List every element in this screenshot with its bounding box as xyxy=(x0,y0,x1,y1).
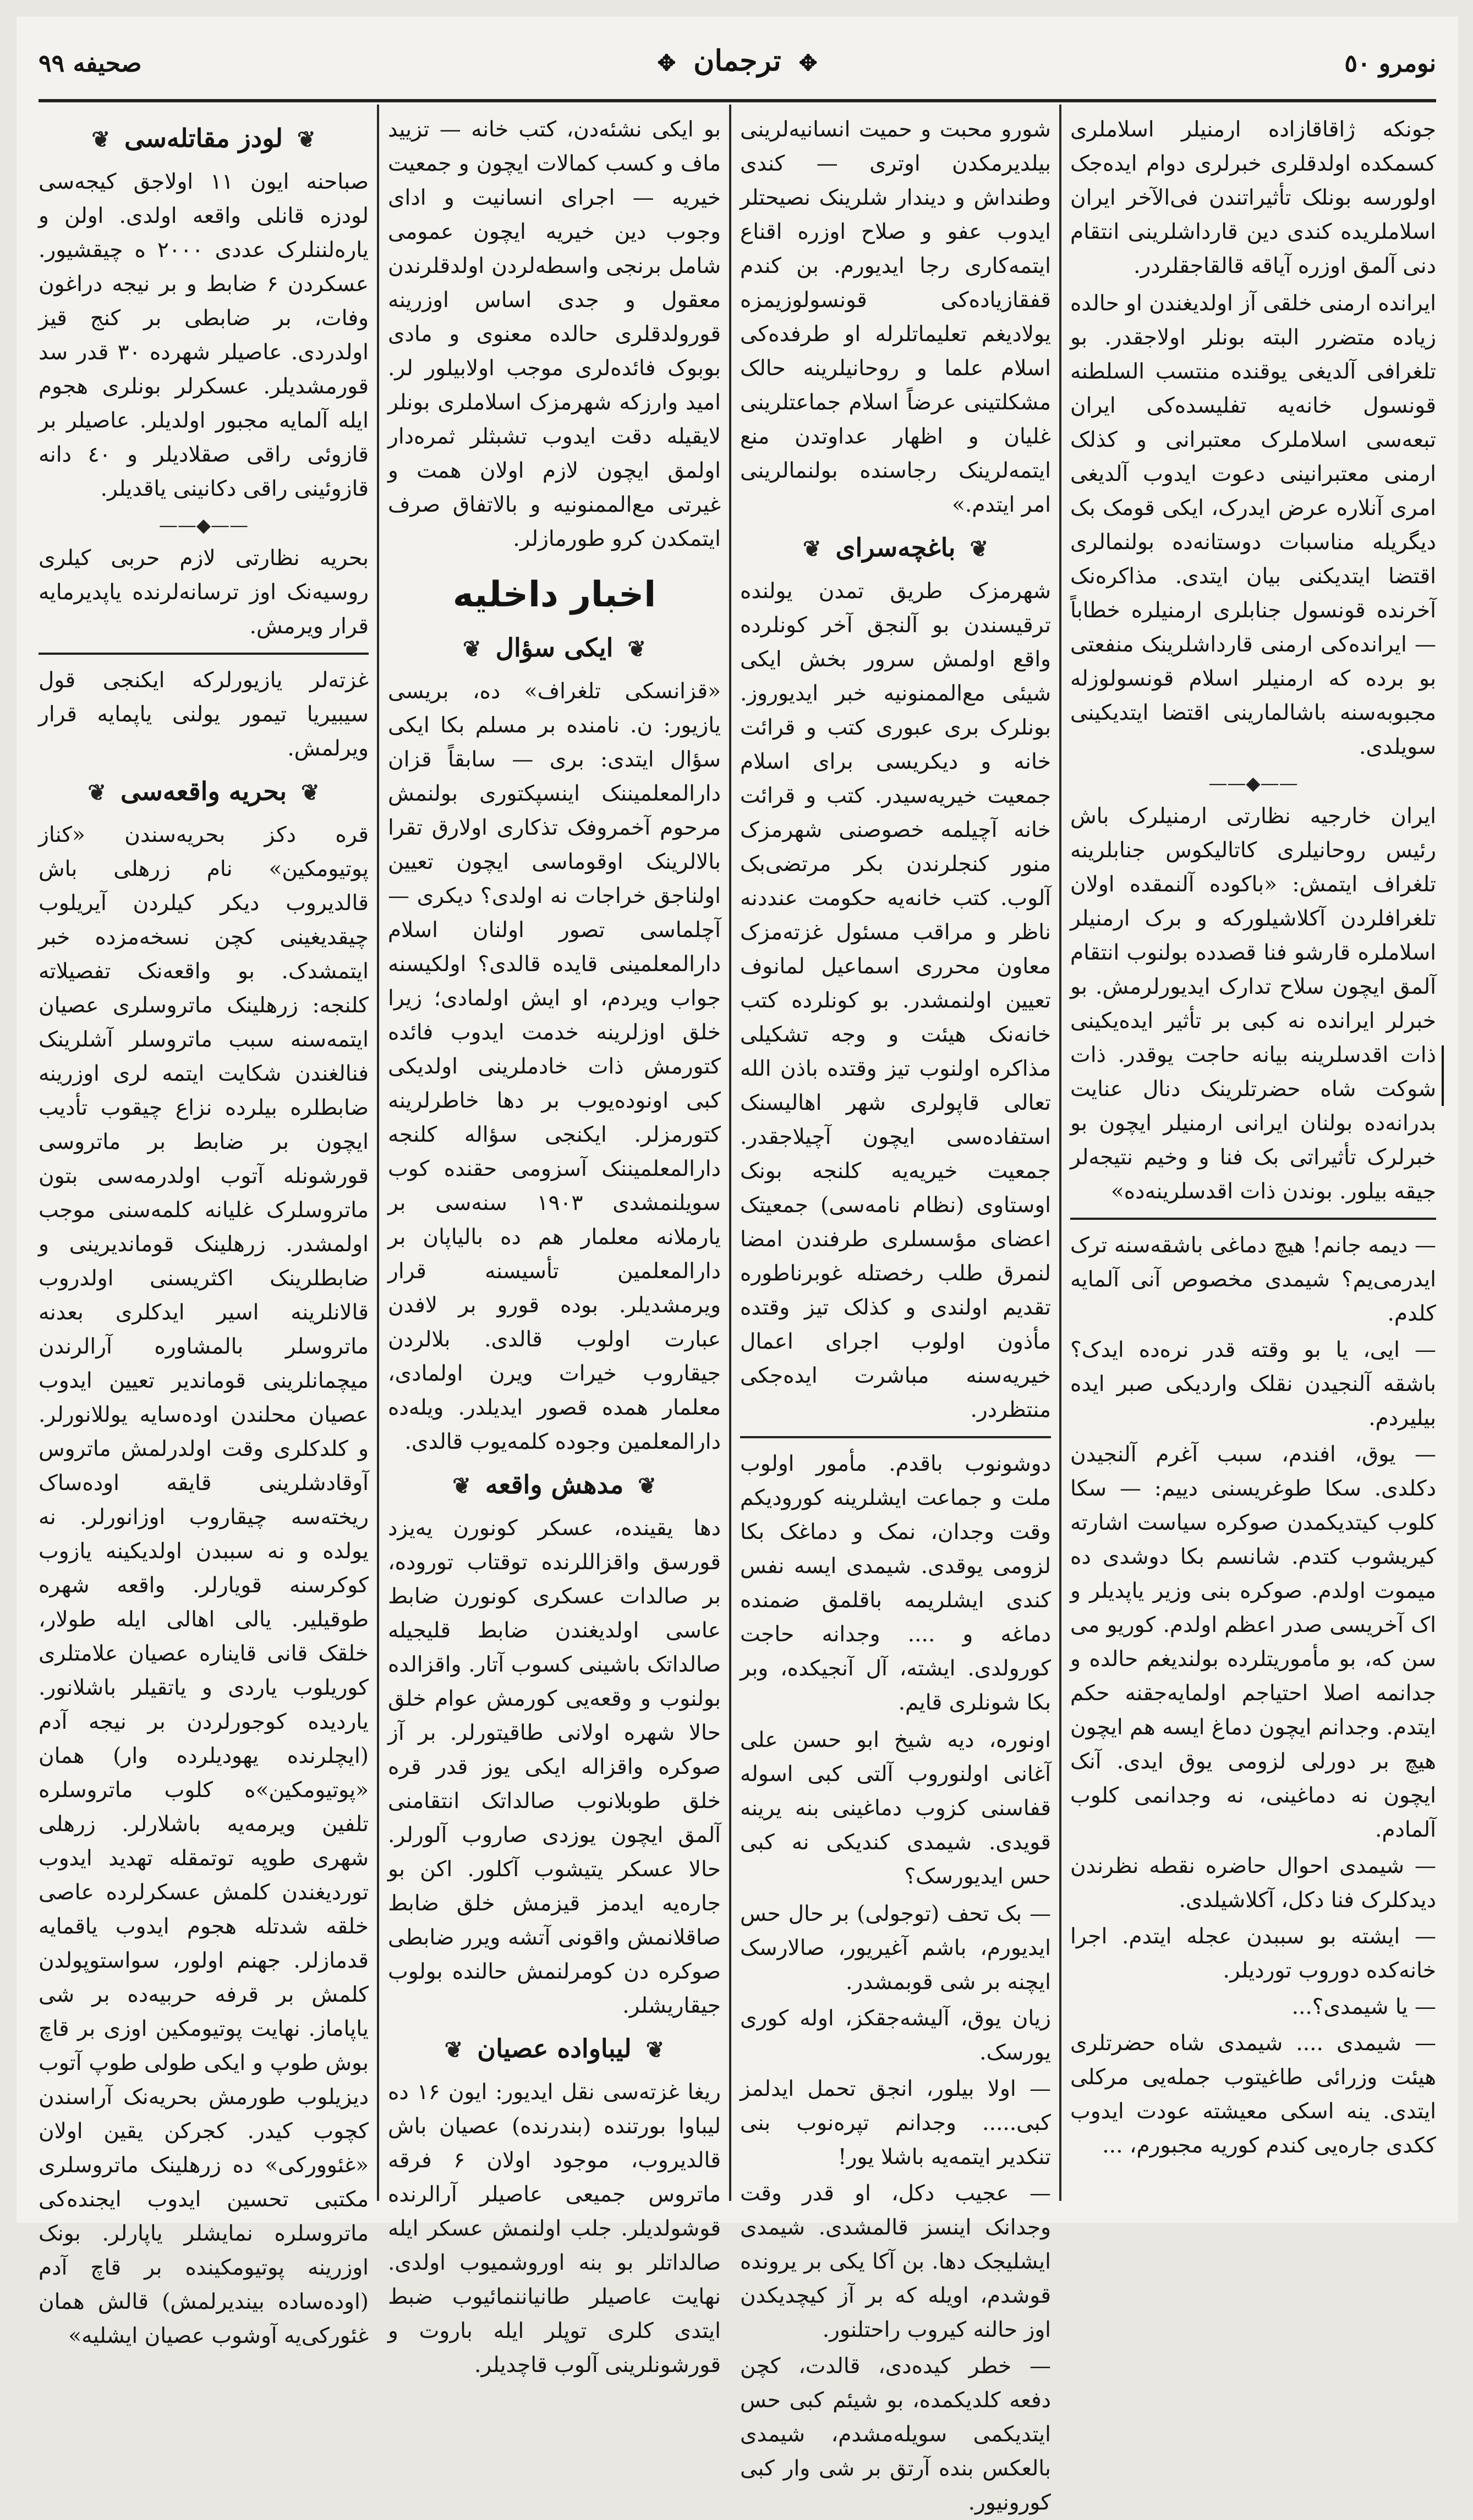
masthead-rule xyxy=(39,99,1436,102)
dialog-line: — ایی، یا بو وقته قدر نره‌ده ایدک؟ باشقه آلنجیدن نقلک واردیکی صبر ایده بیلیردم. xyxy=(1070,1338,1436,1431)
column-rule xyxy=(377,105,379,2201)
section-rule xyxy=(1070,1218,1436,1220)
section-heading xyxy=(388,2029,721,2070)
ornament-icon: ✥ xyxy=(798,50,818,76)
dialog-line: — شیمدی .... شیمدی شاه حضرتلری هیئت وزرائی طاغیتوب جمله‌یی مرکلی ایتدی. ینه اسکی معیشته عودت ایدوب ککدی جاره‌یی کندم کوریه مجبورم، ... xyxy=(1070,2031,1436,2158)
section-banner: اخبار داخلیه xyxy=(452,574,656,615)
column-1 xyxy=(1070,113,1436,2201)
article-paragraph: صباحنه ایون ۱۱ اولاجق کیجه‌سی لودزه قانلی واقعه اولدی. اولن و یاره‌لننلرک عددی ۲۰۰۰ ه چیقشیور. عسکردن ۶ ضابط و بر نیجه دراغون وفات، بر ضابطی بر کنج قیز اولدردی. عاصیلر شهرده ۳۰ قدر سد قورمشدیلر. عسکرلر بونلری هجوم ایله آلمایه مجبور اولدیلر. عاصیلر بر قازوئی راقی صقلادیلر و ٤٠ دانه قازوئینی راقی دکانینی یاقدیلر. xyxy=(39,169,369,501)
ornament-icon: ❦ xyxy=(802,536,822,562)
feuilleton-dialog xyxy=(1070,1229,1436,2163)
masthead xyxy=(39,39,1436,99)
article-paragraph: ریغا غزته‌سی نقل ایدیور: ایون ۱۶ ده لیباوا بورتنده (بندرنده) عصیان باش قالدیروب، موجود اولان ۶ فرقه ماتروس جمیعی عاصیلر آرالرنده قوشولدیلر. جلب اولنمش عسکر ایله صالداتلر بو بنه اوروشمیوب اولدی. نهایت عاصیلر طانیاننمائیوب ضبط ایتدی کلری توپلر ایله باروت و قورشونلرینی آلوب قاچدیلر. xyxy=(388,2080,721,2377)
section-heading xyxy=(388,628,721,669)
dialog-line: — بک تحف (توجولی) بر حال حس ایدیورم، باشم آغیریور، صالارسک ایچنه بر شی قوبمشدر. xyxy=(740,1902,1051,1995)
ornament-icon: ❦ xyxy=(452,1473,471,1499)
heading-text: ایکی سؤال xyxy=(495,633,614,662)
dialog-line: — شیمدی احوال حاضره نقطه نظرندن دیدکلرک فنا دکل، آکلاشیلدی. xyxy=(1070,1854,1436,1913)
ornament-icon: ❦ xyxy=(301,780,320,806)
heading-text: باغچه‌سرای xyxy=(835,533,956,562)
dialog-line: — اولا بیلور، انجق تحمل ایدلمز کبی..... وجدانم تپره‌نوب بنی تنکدیر ایتمه‌یه باشلا یور! xyxy=(740,2077,1051,2170)
article-paragraph: دها یقینده، عسکر کونورن یه‌یزد قورسق واقزاللرنده توقتاب توروده، بر صالدات عسکری کونورن ضابط عاسی اولدیغندن ضابط قلیجیله صالداتک باشینی کسوب آتار. واقزالده بولنوب و وقعه‌یی کورمش عوام خلق حالا شهره اولانی طاقیتورلر. بر آز صوکره واقزاله ایکی یوز قدر قره خلق طوبلانوب صالداتک انتقامنی آلمق ایچون یوزدی صاروب آلورلر. حالا عسکر یتیشوب آکلور. اکن بو جاره‌یه ایدمز قیزمش خلق ضابط صاقلانمش واقونی آتشه ویرر ضابطی صوکره دن کومرلنمش حالنده بولوب جیقاریشلر. xyxy=(388,1516,721,2018)
heading-text: بحریه واقعه‌سی xyxy=(120,776,287,806)
section-rule xyxy=(39,653,369,655)
dialog-line: — ایشته بو سببدن عجله ایتدم. اجرا خانه‌کده دوروب توردیلر. xyxy=(1070,1924,1436,1983)
ornament-icon: ❦ xyxy=(91,127,110,152)
issue-number: نومرو ٥٠ xyxy=(1344,50,1436,78)
article-paragraph: «قزانسکی تلغراف» ده، بریسی یازیور: ن. نامنده بر مسلم بکا ایکی سؤال ایتدی: بری — سابقاً قزان دارالمعلمیننک اینسپکتوری بولنمش مرحوم آخمروفک تذکاری اولارق تقرا بالالرینک اوقوماسی ایچون تعیین اولناجق خراجات نه اولدی؟ دیکری — آچلماسی تصور اولنان اسلام دارالمعلمینی قایده قالدی؟ اولکیسنه جواب ویردم، او ایش اولمادی؛ زیرا خلق اوزلرینه خدمت ایدوب فائده کتورمش ذات خادملرینی اولدیکی کبی اونوده‌یوب بر دها خاطرلرینه کتورمزلر. ایکنجی سؤاله کلنجه دارالمعلمیننک آسزومی حقنده کوب سویلنمشدی ۱۹۰۳ سنه‌سی بر یارملانه معلمار هم ده بالیاپان بر دارالمعلمین تأسیسنه قرار ویرمشدیلر. بوده قورو بر لافدن عبارت اولوب قالدی. بلالردن جیقاروب خیرات ویرن اولمادی، معلمار همده قصور ایدیلدر. ویله‌ده دارالمعلمین وجوده کلمه‌یوب قالدی. xyxy=(388,679,721,1454)
article-paragraph: اونوره، دیه شیخ ابو حسن علی آغانی اولنوروب آلتی کبی اسوله قفاسنی کزوب دماغینی بنه یرینه قویدی. شیمدی کندیکی نه کبی حس ایدیورسک؟ xyxy=(740,1728,1051,1889)
ornament-icon: ❦ xyxy=(87,780,106,806)
dialog-line: — دیمه جانم! هیچ دماغی باشقه‌سنه ترک ایدرمی‌یم؟ شیمدی مخصوص آنی آلمایه کلدم. xyxy=(1070,1233,1436,1326)
column-2 xyxy=(740,113,1051,2515)
newspaper-name: ترجمان xyxy=(693,44,781,78)
dialog-line: — خطر کیده‌دی، قالدت، کچن دفعه کلدیکمده، بو شیئم کبی حس ایتدیکمی سویله‌مشدم، شیمدی بالعکس بنده آرتق بر شی وار کبی کورونیور. xyxy=(740,2354,1051,2515)
heading-text: لیباواده عصیان xyxy=(477,2034,632,2063)
article-paragraph: شورو محبت و حمیت انسانیه‌لرینی بیلدیرمکدن اوتری — کندی وطنداش و دیندار شلرینک نصیحتلر ایدوب عفو و صلاح اوزره اقناع ایتمه‌کاری رجا ایدیورم. بن کندم قفقازیاده‌کی قونسولوزیمزه یولادیغم تعلیماتلرله او طرفده‌کی اسلام علما و روحانیلرینه حالک مشکلتینی عرضاً اسلام جماعتلرینی غلیان و اظهار عداوتدن منع ایتمه‌لرینک رجاسنده بولنمالرینی امر ایتدم.» xyxy=(740,117,1051,517)
article-paragraph: قره دکز بحریه‌سندن «کناز پوتیومکین» نام زرهلی باش قالدیروب دیکر کیلردن آیریلوب چیقدیغینی کچن نسخه‌مزده خبر ایتمشدک. بو واقعه‌نک تفصیلاته کلنجه: زرهلینک ماتروسلری عصیان ایتمه‌سنه سبب ماتروسلر آشلرینک فنالغندن شکایت ایتمه لری اوزرینه ضابطلره بیلرده نزاع چیقوب تأدیب ایچون بر ضابط بر ماتروسی قورشونله آتوب اولدرمه‌سی بتون ماتروسلرک غلیانه کلمه‌سنی موجب اولمشدر. زرهلینک قوماندیرینی و ضابطلرینک اکثریسنی اولدروب قالانلرینه اسیر ایدکلری بعدنه ماتروسلر بالمشاوره آرالرندن میچمانلرینی قوماندیر تعیین ایدوب عصیان محلندن اوده‌سایه یوللانورلر. و کلدکلری وقت اولدرلمش ماتروس آوقادشلرینی قایقه اوده‌ساک ریخته‌سه چیقاروب اوزانورلر. نه یولده و نه سببدن اولدیکینه یازوب کوکرسنه قویارلر. واقعه شهره طوقیلیر. یالی اهالی ایله طولار، خلقک قانی قایناره عصیان علامتلری کوریلوب یاردی و یاتقیلر باشلانور. یاردیده کوجورلردن بر نیجه آدم (ایچلرنده یهودیلرده وار) همان «پوتیومکین»ه کلوب ماتروسلره تلفین ویرمه‌یه باشلارلر. زرهلی شهری طوپه توتمقله تهدید ایدوب توردیغندن کلمش عسکرلرده عاصی خلقه شدتله هجوم ایدوب یاقمایه قدمازلر. جهنم اولور، سواستوپولدن کلمش بر قرفه حربیه‌ده بر شی یاپاماز. نهایت پوتیومکین اوزی بر قاچ بوش طوپ و ایکی طولی طوپ آتوب دیزیلوب طورمش بحریه‌نک آراسندن کچوب کیدر. کجرکن یقین اولان «غئوورکی» ده زرهلینک ماتروسلری مکتبی تحسین ایدوب ایجنده‌کی ماتروسلره نمایشلر یاپارلر. بونک اوزرینه پوتیومکینده بر قاچ آدم (اوده‌ساده بیندیرلمش) قالش همان غئورکی‌یه آوشوب عصیان ایشلیه» xyxy=(39,823,369,2348)
section-rule xyxy=(740,1436,1051,1438)
dialog-line: — عجیب دکل، او قدر وقت وجدانک اینسز قالمشدی. شیمدی ایشلیجک دها. بن آکا یکی بر یرونده قوشدم، اویله که بر آز کیچدیکدن اوز حالنه کیروب راحتلنور. xyxy=(740,2181,1051,2342)
section-heading xyxy=(39,771,369,813)
ornament-icon: ❦ xyxy=(638,1473,656,1499)
article-paragraph: بو ایکی نشئه‌دن، کتب خانه — تزیید ماف و کسب کمالات ایچون و جمعیت خیریه — اجرای انسانیت و ادای وجوب دین خیریه ایچون عمومی شامل برنجی واسطه‌لردن اولدقلرندن معقول و جدی اساس اوزرینه قورولدقلری حالده معنوی و مادی بوبوک فائده‌لری موجب اولابیلور لر. امید وارزکه شهرمزک اسلاملری بونلر لایقیله دقت ایدوب تشبثلر ثمره‌دار اولمق ایچون لازم اولان همت و غیرتی مع‌الممنونیه و بالاتفاق صرف ایتمکدن کرو طورمازلر. xyxy=(388,117,721,551)
column-rule xyxy=(729,105,731,2201)
article-paragraph: شهرمزک طریق تمدن یولنده ترقیسندن بو آلنجق آخر کونلرده واقع اولمش سرور بخش ایکی شیئی مع‌الممنونیه خبر ایدیوروز. بونلرک بری عبوری کتب و قرائت خانه و دیکریسی برای اسلام جمعیت خیریه‌سیدر. کتب و قرائت خانه آچیلمه خصوصنی شهرمزک منور کنجلرندن بکر مرتضی‌بک آلوب. کتب خانه‌یه حکومت عنددنه ناظر و مراقب مسئول غزته‌مزک معاون محرری اسماعیل لمانوف تعیین اولنمشدر. بو کونلرده کتب خانه‌نک هیئت و وجه تشکیلی مذاکره اولنوب تیز وقتده باذن الله تعالی قاپولری شهر اهالیسنک استفاده‌سی ایچون آچیلاجقدر. جمعیت خیریه‌یه کلنجه بونک اوستاوی (نظام نامه‌سی) جمعیتک اعضای مؤسسلری طرفندن امضا لنمرق طلب رخصتله غوبرناطوره تقدیم اولندی و کذلک تیز وقتده مأذون اولوب اجرای اعمال خیریه‌سنه مباشرت ایده‌جکی منتظردر. xyxy=(740,579,1051,1422)
article-paragraph: غزته‌لر یازیورلرکه ایکنجی قول سیبیریا تیمور یولنی یاپمایه قرار ویرلمش. xyxy=(39,668,369,761)
dialog-line: زیان یوق، آلیشه‌جقکز، اوله کوری یورسک. xyxy=(740,2006,1051,2065)
newspaper-page xyxy=(17,17,1458,2515)
section-heading xyxy=(388,1465,721,1506)
dialog-line: — یوق، افندم، سبب آغرم آلنجیدن دکلدی. سکا طوغریسنی دییم: — سکا کلوب کیتدیکمدن صوکره سیاست اشارته کیریشوب کتدم. شانسم بکا دوشدی ده میموت اولدم. صوکره بنی وزیر یاپدیلر و اک آخریسی صدر اعظم اولدم. کوریو می سن که، بو مأموریتلرده بولندیغم حالده و جدانمه اصلا احتیاجم اولمایه‌جقنه حکم ایتدم. وجدانم ایچون دماغ ایسه هم ایچون هیچ بر دورلی لزومی یوق ایدی. آنک ایچون نه دماغینی، نه وجدانمی کلوب آلمادم. xyxy=(1070,1442,1436,1842)
ornament-icon: ❦ xyxy=(297,127,316,152)
ornament-icon: ❦ xyxy=(970,536,988,562)
page-number: صحیفه ۹۹ xyxy=(39,50,142,78)
article-paragraph: ایران خارجیه نظارتی ارمنیلرک باش رئیس روحانیلری کاتالیکوس جنابلرینه تلغراف ایتمش: «باکوده آلنمقده اولان تلغرافلردن آکلاشیلورکه و برک ارمنیلر اسلاملره قارشو فنا قصدده بولنوب انتقام آلمق ایچون سلاح تدارک ایدیورلرمش. بو خبرلر ایرانده نه کبی بر تأثیر ایده‌یکینی ذات اقدسلرینه بیانه حاجت یوقدر. ذات شوکت شاه حضرتلرینک دنال عنایت بدرانه‌ده بولنان ایرانی ارمنیلر ایچون بو خبرلرک تأثیراتی بک فنا و وخیم نتیجه‌لر جیقه بیلور. بوندن ذات اقدسلرینه‌ده» xyxy=(1070,804,1436,1204)
article-paragraph: جونکه ژاقاقازاده ارمنیلر اسلاملری کسمکده اولدقلری خبرلری دوام ایده‌جک اولورسه بونلک تأثیراتندن فی‌الآخر ایران اسلاملریده کندی دین قارداشلرینی انتقام دنی آلمق اوزره آیاقه قالقاجقلردر. xyxy=(1070,117,1436,278)
heading-text: لودز مقاتله‌سی xyxy=(124,123,283,153)
ornament-icon: ❦ xyxy=(444,2037,463,2063)
section-heading xyxy=(39,118,369,160)
newspaper-title xyxy=(39,44,1436,78)
dialog-line: — یا شیمدی؟... xyxy=(1291,1995,1436,2019)
ornament-icon: ❦ xyxy=(627,636,646,662)
feuilleton-dialog xyxy=(740,1897,1051,2520)
article-paragraph: دوشونوب باقدم. مأمور اولوب ملت و جماعت ایشلرینه کورودیکم وقت وجدان، نمک و دماغک بکا لزومی یوقدی. شیمدی ایسه نفس کندی ایشلریمه باقلمق ضمنده دماغه و .... وجدانه حاجت کورولدی. ایشته، آل آنجیکده، وبر بکا شونلری قایم. xyxy=(740,1451,1051,1715)
margin-mark xyxy=(1442,1045,1444,1106)
ornament-icon: ❦ xyxy=(463,636,481,662)
article-paragraph: ایرانده ارمنی خلقی آز اولدیغندن او حالده زیاده متضرر البته بونلر اولاجقدر. بو تلغرافی آلدیغی یوقنده منتسب السلطنه قونسول خانه‌یه تفلیسده‌کی ایران تبعه‌سی اسلاملرک معتبرانی و کذلک ارمنی معتبرانینی دعوت ایدوب آلدیغی امری آنلاره عرض ایدرک، ایکی قومک بک دیگریله مناسبات دوستانه‌ده بولنمالری اقتضا ایتدیکنی بیان ایتدی. مذاکره‌نک آخرنده قونسول جنابلری ارمنیلره خطاباً — ایرانده‌کی ارمنی قارداشلرینک منفعتی بو برده که ارمنیلر اسلام قونسولوزله مجبوبه‌سنه باشالمارینی اقتضا ایتدیکینی سویلدی. xyxy=(1070,291,1436,759)
column-3 xyxy=(388,113,721,2377)
column-4 xyxy=(39,113,369,2348)
article-paragraph: بحریه نظارتی لازم حربی کیلری روسیه‌نک اوز ترسانه‌لرنده یاپدیرمایه قرار ویرمش. xyxy=(39,546,369,639)
section-divider: ——◆—— xyxy=(1208,773,1298,795)
ornament-icon: ❦ xyxy=(645,2037,665,2063)
section-divider: ——◆—— xyxy=(158,514,249,536)
section-heading xyxy=(740,528,1051,569)
column-rule xyxy=(1059,105,1061,2201)
ornament-icon: ✥ xyxy=(657,50,676,76)
heading-text: مدهش واقعه xyxy=(485,1470,624,1499)
